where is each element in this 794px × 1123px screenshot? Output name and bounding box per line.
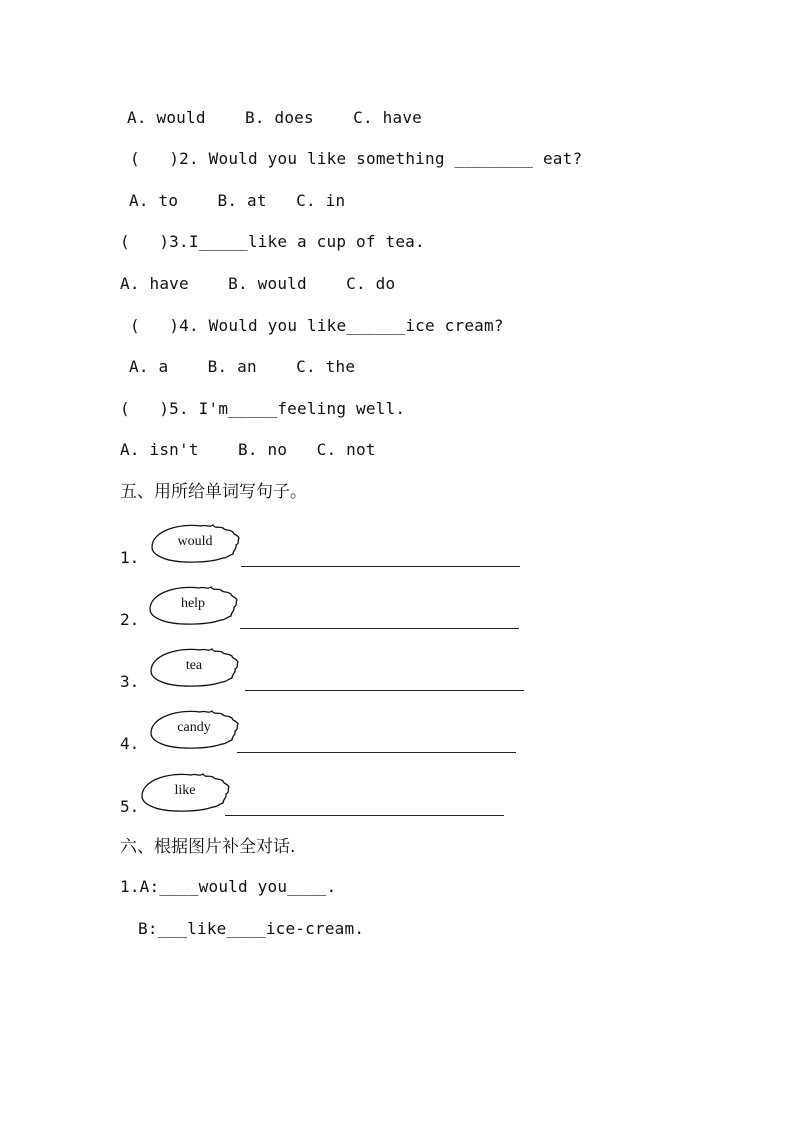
item-2-number: 2. bbox=[120, 610, 140, 629]
section-6-heading: 六、根据图片补全对话. bbox=[120, 837, 296, 857]
leaf-word-card-like bbox=[139, 770, 239, 818]
q4-options: A. a B. an C. the bbox=[129, 357, 356, 376]
section-5-heading: 五、用所给单词写句子。 bbox=[120, 482, 307, 502]
answer-line-1[interactable] bbox=[241, 566, 520, 567]
leaf-word: like bbox=[174, 783, 196, 798]
question-3: ( )3.I_____like a cup of tea. bbox=[120, 232, 425, 251]
answer-line-2[interactable] bbox=[240, 628, 519, 629]
item-1-number: 1. bbox=[120, 548, 140, 567]
leaf-word: tea bbox=[185, 658, 203, 673]
question-5: ( )5. I'm_____feeling well. bbox=[120, 399, 406, 418]
leaf-word-card-candy bbox=[148, 707, 248, 755]
answer-line-3[interactable] bbox=[245, 690, 524, 691]
leaf-word-card-help bbox=[147, 583, 247, 631]
leaf-word: help bbox=[180, 596, 206, 611]
item-5-number: 5. bbox=[120, 797, 140, 816]
question-4: ( )4. Would you like______ice cream? bbox=[130, 316, 504, 335]
q5-options: A. isn't B. no C. not bbox=[120, 440, 376, 459]
q3-options: A. have B. would C. do bbox=[120, 274, 396, 293]
q1-options: A. would B. does C. have bbox=[127, 108, 422, 127]
leaf-word-card-tea bbox=[148, 645, 248, 693]
answer-line-4[interactable] bbox=[237, 752, 516, 753]
item-3-number: 3. bbox=[120, 672, 140, 691]
leaf-word: would bbox=[177, 534, 213, 549]
item-4-number: 4. bbox=[120, 734, 140, 753]
dialogue-line-a: 1.A:____would you____. bbox=[120, 877, 337, 896]
leaf-word: candy bbox=[177, 720, 211, 735]
leaf-word-card-would bbox=[149, 521, 249, 569]
answer-line-5[interactable] bbox=[225, 815, 504, 816]
q2-options: A. to B. at C. in bbox=[129, 191, 346, 210]
dialogue-line-b: B:___like____ice-cream. bbox=[138, 919, 365, 938]
question-2: ( )2. Would you like something ________ eat? bbox=[130, 149, 583, 168]
